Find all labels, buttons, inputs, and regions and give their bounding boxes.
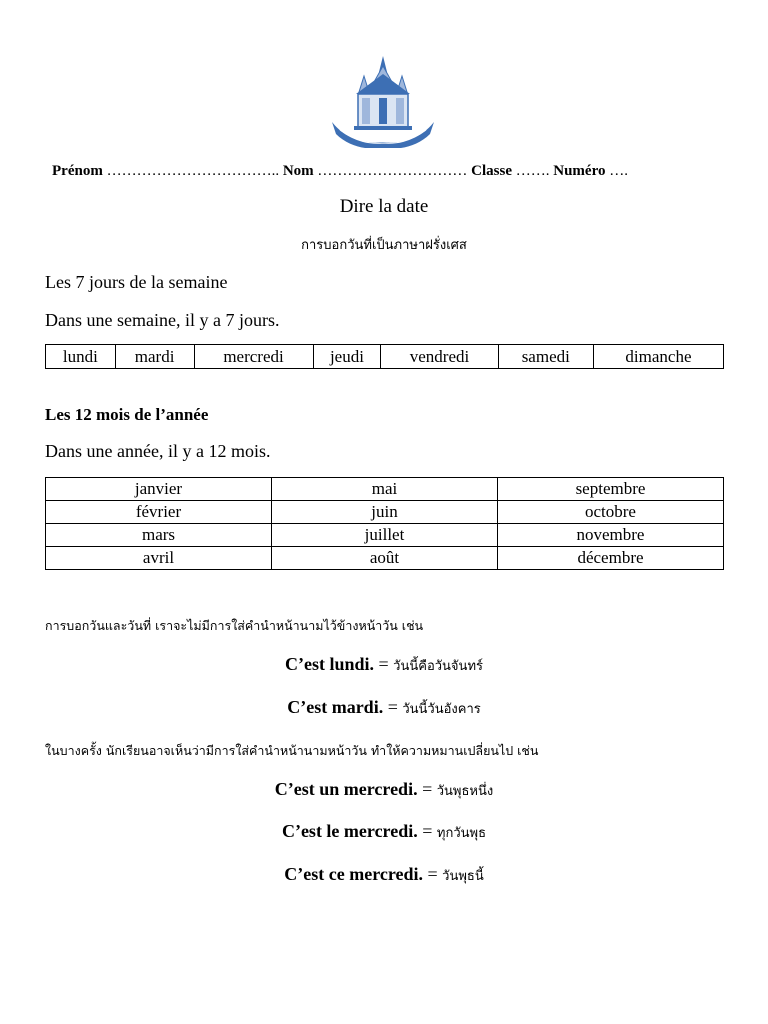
school-emblem-logo: [326, 52, 440, 148]
example-french: C’est ce mercredi.: [284, 864, 424, 884]
months-row: [46, 478, 724, 501]
example-french: C’est lundi.: [285, 654, 375, 674]
numero-blank: ….: [609, 163, 628, 179]
days-table: [45, 344, 724, 369]
month-cell: décembre: [498, 547, 724, 570]
day-cell: samedi: [498, 345, 593, 369]
example-thai: วันพุธหนึ่ง: [436, 784, 494, 799]
student-info-fields: [52, 163, 628, 180]
days-intro-sentence: Dans une semaine, il y a 7 jours.: [45, 310, 280, 330]
example-thai: วันนี้วันอังคาร: [402, 702, 481, 717]
days-row: [46, 345, 724, 369]
month-cell: juin: [272, 501, 498, 524]
example-sentence: [0, 697, 768, 719]
example-thai: วันนี้คือวันจันทร์: [393, 659, 483, 674]
thai-note-no-article: การบอกวันและวันที่ เราจะไม่มีการใส่คำนำหน้านามไว้ข้างหน้าวัน เช่น: [45, 618, 424, 633]
day-cell: lundi: [46, 345, 116, 369]
month-cell: octobre: [498, 501, 724, 524]
prenom-blank: ……………………………..: [106, 163, 280, 179]
example-french: C’est le mercredi.: [281, 821, 418, 841]
example-thai: ทุกวันพุธ: [436, 826, 487, 841]
month-cell: mars: [46, 524, 272, 547]
day-cell: vendredi: [381, 345, 498, 369]
classe-blank: …….: [515, 163, 550, 179]
months-section-heading: Les 12 mois de l’année: [45, 405, 209, 424]
prenom-label: Prénom: [52, 163, 103, 179]
months-row: [46, 547, 724, 570]
months-table: [45, 477, 724, 570]
example-equals: =: [422, 821, 433, 841]
thai-note-with-article: ในบางครั้ง นักเรียนอาจเห็นว่ามีการใส่คำนำหน้านามหน้าวัน ทำให้ความหมานเปลี่ยนไป เช่น: [45, 743, 539, 758]
days-section-heading: Les 7 jours de la semaine: [45, 272, 228, 292]
months-row: [46, 501, 724, 524]
months-intro-sentence: Dans une année, il y a 12 mois.: [45, 441, 271, 461]
numero-label: Numéro: [553, 163, 606, 179]
nom-blank: …………………………: [317, 163, 468, 179]
example-french: C’est mardi.: [287, 697, 384, 717]
classe-label: Classe: [471, 163, 512, 179]
example-sentence: [0, 821, 768, 843]
example-equals: =: [387, 697, 398, 717]
months-row: [46, 524, 724, 547]
example-sentence: [0, 779, 768, 801]
example-thai: วันพุธนี้: [442, 869, 484, 884]
month-cell: avril: [46, 547, 272, 570]
month-cell: juillet: [272, 524, 498, 547]
month-cell: novembre: [498, 524, 724, 547]
example-equals: =: [378, 654, 389, 674]
nom-label: Nom: [282, 163, 314, 179]
month-cell: septembre: [498, 478, 724, 501]
document-title: Dire la date: [339, 196, 429, 217]
example-equals: =: [427, 864, 438, 884]
example-sentence: [0, 864, 768, 886]
month-cell: janvier: [46, 478, 272, 501]
month-cell: février: [46, 501, 272, 524]
day-cell: mardi: [115, 345, 194, 369]
month-cell: août: [272, 547, 498, 570]
example-sentence: [0, 654, 768, 676]
example-french: C’est un mercredi.: [274, 779, 418, 799]
day-cell: dimanche: [593, 345, 723, 369]
day-cell: jeudi: [313, 345, 381, 369]
day-cell: mercredi: [194, 345, 313, 369]
example-equals: =: [422, 779, 433, 799]
thai-subtitle: การบอกวันที่เป็นภาษาฝรั่งเศส: [301, 238, 467, 253]
month-cell: mai: [272, 478, 498, 501]
